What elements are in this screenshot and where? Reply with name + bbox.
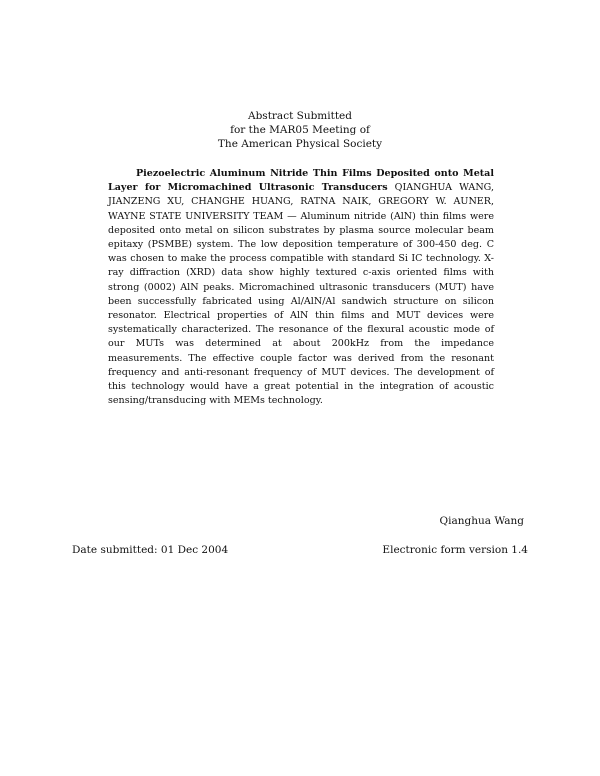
- header-line-meeting: for the MAR05 Meeting of: [230, 124, 370, 136]
- header-line-abstract-submitted: Abstract Submitted: [248, 110, 352, 122]
- form-version: Electronic form version 1.4: [382, 544, 528, 556]
- abstract-body: Aluminum nitride (AlN) thin films were deposited onto metal on silicon substrates by plasma source molecular beam epitaxy (PSMBE) system. The low deposition temperature of 300-450 deg. C was chosen to make the process compatible with standard Si IC technology. X-ray diffraction (XRD) data show highly textured c-axis oriented films with strong (0002) AlN peaks. Micromachined ultrasonic transducers (MUT) have been successfully fabricated using Al/AlN/Al sandwich structure on silicon resonator. Electrical properties of AlN thin films and MUT devices were systematically characterized. The resonance of the flexural acoustic mode of our MUTs was determined at about 200kHz from the impedance measurements. The effective couple factor was derived from the resonant frequency and anti-resonant frequency of MUT devices. The development of this technology would have a great potential in the integration of acoustic sensing/transducing with MEMs technology.: [108, 210, 494, 407]
- abstract-separator: —: [283, 210, 301, 222]
- date-submitted: Date submitted: 01 Dec 2004: [72, 544, 229, 556]
- submission-header: [0, 109, 600, 151]
- abstract-title: Piezoelectric Aluminum Nitride Thin Films Deposited onto Metal Layer for Micromachined Ultrasonic Transducers: [108, 168, 494, 194]
- header-line-society: The American Physical Society: [217, 138, 383, 150]
- abstract-paragraph: [108, 167, 494, 408]
- submitter-signature: Qianghua Wang: [439, 515, 524, 527]
- abstract-authors: QIANGHUA WANG, JIANZENG XU, CHANGHE HUANG, RATNA NAIK, GREGORY W. AUNER, WAYNE STATE UNIVERSITY TEAM: [108, 182, 494, 222]
